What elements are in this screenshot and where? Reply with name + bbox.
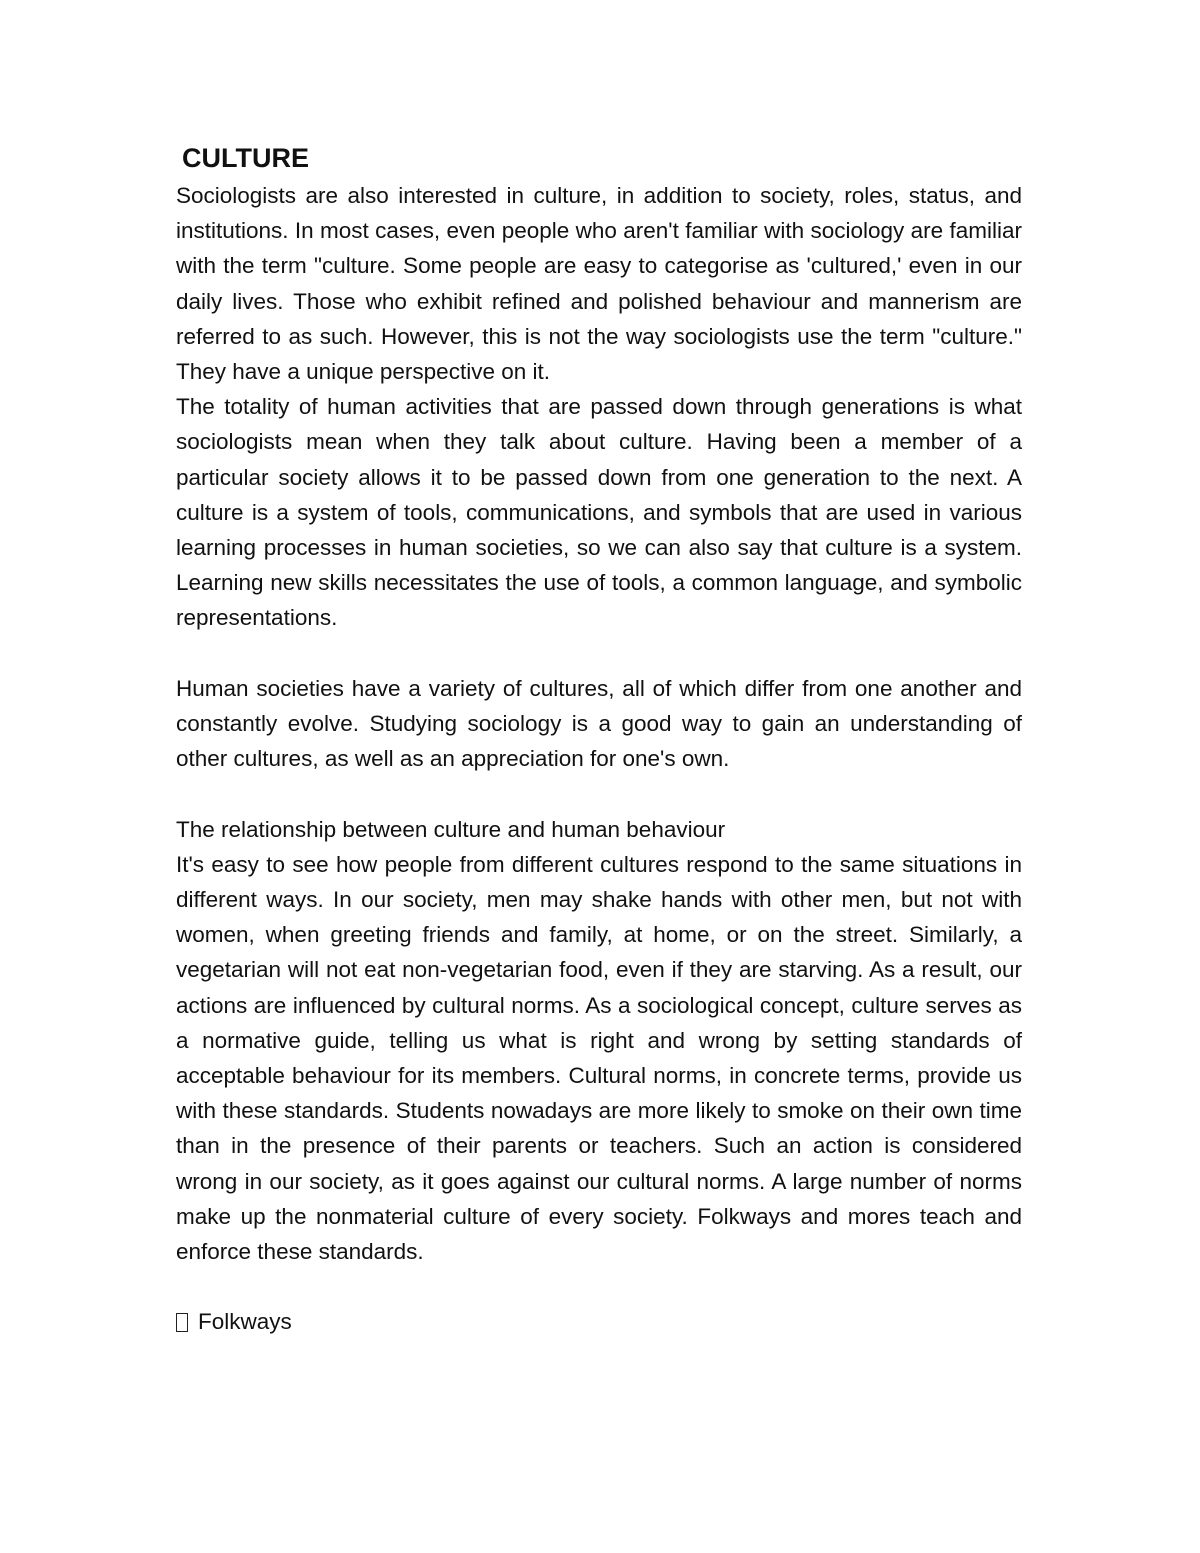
paragraph-variety: Human societies have a variety of cultures, all of which differ from one another and constantly evolve. Studying sociology is a good way to gain an understanding of other cultures, as well as an appreciation for one's own.: [176, 675, 1022, 772]
paragraph-intro: Sociologists are also interested in culture, in addition to society, roles, status, and institutions. In most cases, even people who aren't familiar with sociology are familiar with the term "culture. Some people are easy to categorise as 'cultured,' even in our daily lives. Those who exhibit refined and polished behaviour and mannerism are referred to as such. However, this is not the way sociologists use the term "culture." They have a unique perspective on it.: [176, 183, 1022, 385]
paragraph-behaviour: It's easy to see how people from different cultures respond to the same situations in different ways. In our society, men may shake hands with other men, but not with women, when greeting friends and family, at home, or on the street. Similarly, a vegetarian will not eat non-vegetarian food, even if they are starving. As a result, our actions are influenced by cultural norms. As a sociological concept, culture serves as a normative guide, telling us what is right and wrong by setting standards of acceptable behaviour for its members. Cultural norms, in concrete terms, provide us with these standards. Students nowadays are more likely to smoke on their own time than in the presence of their parents or teachers. Such an action is considered wrong in our society, as it goes against our cultural norms. A large number of norms make up the nonmaterial culture of every society. Folkways and mores teach and enforce these standards.: [176, 851, 1022, 1265]
section-heading: The relationship between culture and human behaviour: [176, 816, 726, 842]
page-title: CULTURE: [182, 143, 309, 173]
document-body: [176, 138, 1022, 1340]
bullet-label: Folkways: [198, 1309, 292, 1335]
missing-glyph-box-icon: [176, 1313, 188, 1332]
bullet-item-folkways: [176, 1304, 1022, 1339]
paragraph-definition: The totality of human activities that are passed down through generations is what sociologists mean when they talk about culture. Having been a member of a particular society allows it to be passed down from one generation to the next. A culture is a system of tools, communications, and symbols that are used in various learning processes in human societies, so we can also say that culture is a system. Learning new skills necessitates the use of tools, a common language, and symbolic representations.: [176, 394, 1022, 631]
